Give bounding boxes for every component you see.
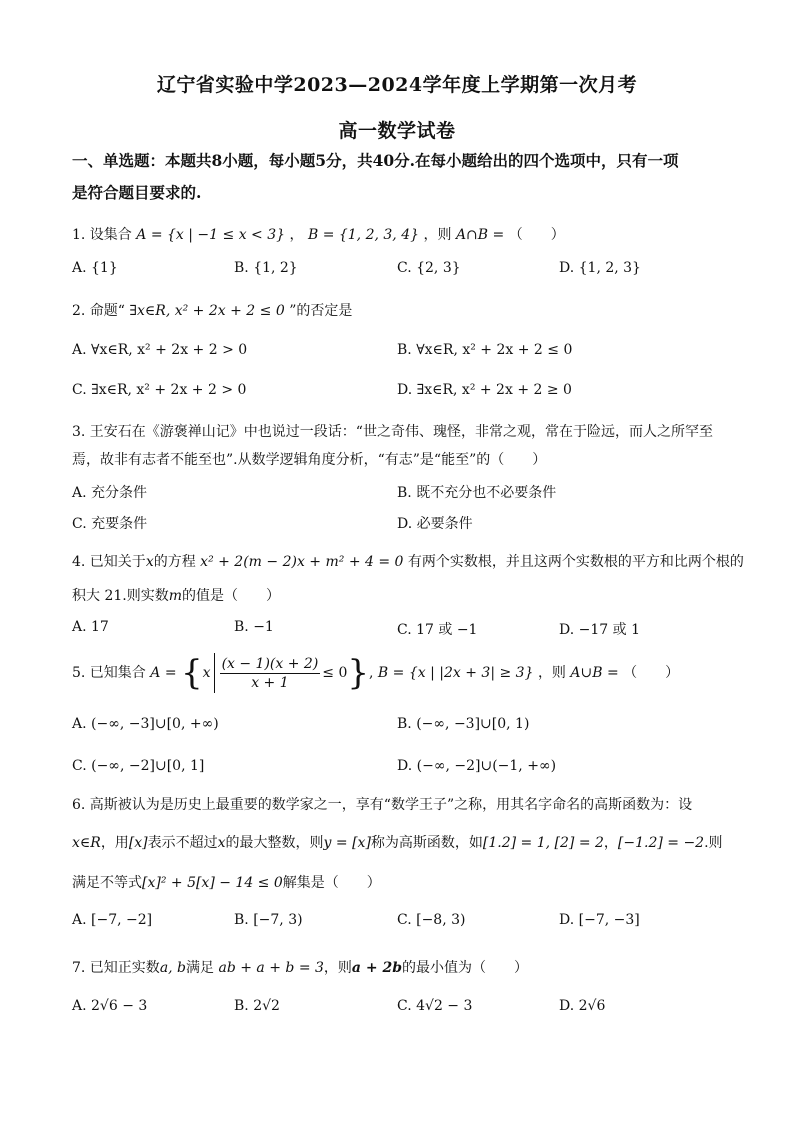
q6-example-2: [−1.2] = −2 [617, 835, 705, 851]
q7-option-a[interactable]: A. 2√6 − 3 [72, 998, 148, 1014]
q5-frac-den: x + 1 [251, 674, 289, 691]
q2-option-c[interactable]: C. ∃x∈R, x² + 2x + 2 > 0 [72, 382, 247, 398]
q2-stem-a: 2. 命题“ [72, 303, 125, 319]
q6-options [72, 912, 724, 934]
q5-set-a-lhs: A = [150, 665, 177, 681]
q1-stem-c: ，则 [423, 227, 452, 243]
q4-stem-b: 的方程 [153, 554, 196, 570]
q2-stem-b: ”的否定是 [289, 303, 353, 319]
q7-vars: a, b [159, 960, 187, 976]
question-3: 3. 王安石在《游褒禅山记》中也说过一段话：“世之奇伟、瑰怪，非常之观，常在于险远，而人之所罕至焉，故非有志者不能至也”.从数学逻辑角度分析，“有志”是“能至”的（ ） [72, 424, 713, 468]
q6-text-d: 表示不超过 [147, 835, 218, 851]
q5-option-b[interactable]: B. (−∞, −3]∪[0, 1) [397, 716, 530, 732]
q6-gauss-fn: y = [x] [323, 835, 371, 851]
q5-options-row1 [72, 716, 724, 738]
question-6-line3 [72, 870, 724, 896]
q3-options-row2 [72, 513, 724, 535]
q6-var-x: x [217, 835, 226, 851]
q2-option-a[interactable]: A. ∀x∈R, x² + 2x + 2 > 0 [72, 342, 248, 358]
q6-text-l: .则 [704, 835, 723, 851]
q7-expr: a + 2b [351, 960, 402, 976]
q5-expr: A∪B = [570, 665, 619, 681]
q6-option-d[interactable]: D. [−7, −3] [559, 912, 640, 928]
q5-stem-a: 5. 已知集合 [72, 665, 146, 681]
q4-var-x: x [145, 554, 154, 570]
q5-set-b: B = {x | |2x + 3| ≥ 3} [377, 665, 534, 681]
q6-option-a[interactable]: A. [−7, −2] [72, 912, 153, 928]
q4-stem-a: 4. 已知关于 [72, 554, 146, 570]
q1-option-b[interactable]: B. {1, 2} [234, 260, 298, 276]
q4-stem-d: 积大 21.则实数 [72, 588, 169, 604]
q4-var-m: m [168, 588, 182, 604]
q6-option-b[interactable]: B. [−7, 3) [234, 912, 303, 928]
q5-stem-c: （ ） [623, 665, 680, 681]
q6-floor-x: [x] [128, 835, 148, 851]
q6-option-c[interactable]: C. [−8, 3) [397, 912, 466, 928]
q6-x-in-r: x∈R [72, 835, 101, 851]
q7-stem-b: 满足 [186, 960, 215, 976]
q2-options-row2 [72, 382, 724, 404]
q4-options [72, 619, 724, 641]
section-heading [72, 148, 724, 206]
question-4-line1 [72, 549, 744, 575]
q1-option-a[interactable]: A. {1} [72, 260, 118, 276]
q3-option-b[interactable]: B. 既不充分也不必要条件 [397, 485, 557, 501]
q2-option-d[interactable]: D. ∃x∈R, x² + 2x + 2 ≥ 0 [397, 382, 572, 398]
question-5: 5. 已知集合 A = {x $\frac{(x - 1)(x + 2)}{x + 1}$ ≤ 0}, B = {x | |2x + 3| ≥ 3} ，则 A∪B = （ ） [72, 653, 680, 693]
q1-option-d[interactable]: D. {1, 2, 3} [559, 260, 641, 276]
q5-left-brace: { [181, 653, 203, 693]
q5-set-a-var: x [202, 665, 211, 681]
q5-options-row2 [72, 758, 724, 780]
q5-set-bar [214, 653, 215, 693]
q7-options [72, 998, 724, 1020]
q1-options [72, 260, 724, 282]
q1-stem-a: 1. 设集合 [72, 227, 132, 243]
q6-example-1: [1.2] = 1, [2] = 2 [482, 835, 604, 851]
q4-equation: x² + 2(m − 2)x + m² + 4 = 0 [200, 554, 404, 570]
question-1 [72, 222, 724, 248]
question-6-line2 [72, 830, 724, 856]
q1-stem-d: （ ） [508, 227, 565, 243]
q1-set-a: A = {x | −1 ≤ x < 3} [136, 227, 286, 243]
q5-set-a-rel: ≤ 0 [322, 665, 348, 681]
question-6-line1: 6. 高斯被认为是历史上最重要的数学家之一，享有“数学王子”之称，用其名字命名的高斯函数为：设 [72, 797, 693, 813]
q3-option-d[interactable]: D. 必要条件 [397, 516, 473, 532]
question-7 [72, 955, 724, 981]
q6-text-l3a: 满足不等式 [72, 875, 142, 891]
q7-stem-c: ，则 [323, 960, 352, 976]
q5-stem-b: ，则 [537, 665, 566, 681]
q7-option-c[interactable]: C. 4√2 − 3 [397, 998, 473, 1014]
section-heading-line2: 是符合题目要求的. [72, 183, 202, 202]
q3-option-c[interactable]: C. 充要条件 [72, 516, 148, 532]
q7-condition: ab + a + b = 3 [218, 960, 324, 976]
q4-option-b[interactable]: B. −1 [234, 619, 274, 635]
q1-expr: A∩B = [455, 227, 505, 243]
q2-options-row1 [72, 342, 724, 364]
q4-stem-e: 的值是（ ） [182, 588, 280, 604]
q5-frac-num: (x − 1)(x + 2) [221, 655, 319, 672]
q5-option-a[interactable]: A. (−∞, −3]∪[0, +∞) [72, 716, 219, 732]
q7-option-b[interactable]: B. 2√2 [234, 998, 280, 1014]
exam-title: 辽宁省实验中学2023—2024学年度上学期第一次月考 [156, 74, 638, 96]
q5-option-d[interactable]: D. (−∞, −2]∪(−1, +∞) [397, 758, 557, 774]
q4-stem-c: 有两个实数根，并且这两个实数根的平方和比两个根的 [407, 554, 744, 570]
q1-set-b: B = {1, 2, 3, 4} [307, 227, 420, 243]
q5-fraction [220, 655, 321, 692]
q7-stem-a: 7. 已知正实数 [72, 960, 160, 976]
q1-stem-b: ， [289, 227, 304, 243]
q5-right-brace: } [347, 653, 370, 693]
q6-text-h: 称为高斯函数，如 [370, 835, 483, 851]
q3-options-row1 [72, 482, 724, 504]
question-4-line2 [72, 583, 724, 609]
q2-option-b[interactable]: B. ∀x∈R, x² + 2x + 2 ≤ 0 [397, 342, 573, 358]
q4-option-a[interactable]: A. 17 [72, 619, 109, 635]
q3-option-a[interactable]: A. 充分条件 [72, 485, 148, 501]
exam-subtitle: 高一数学试卷 [338, 120, 456, 142]
question-2 [72, 298, 724, 324]
q6-text-f: 的最大整数，则 [225, 835, 324, 851]
q6-text-l3c: 解集是（ ） [282, 875, 381, 891]
q2-prop: ∃x∈R, x² + 2x + 2 ≤ 0 [129, 303, 285, 319]
q4-option-c[interactable]: C. 17 或 −1 [397, 622, 478, 638]
q6-inequality: [x]² + 5[x] − 14 ≤ 0 [142, 875, 283, 891]
q4-option-d[interactable]: D. −17 或 1 [559, 622, 640, 638]
q5-option-c[interactable]: C. (−∞, −2]∪[0, 1] [72, 758, 205, 774]
q7-stem-d: 的最小值为（ ） [402, 960, 528, 976]
q7-option-d[interactable]: D. 2√6 [559, 998, 606, 1014]
q6-text-b: ，用 [100, 835, 129, 851]
q1-option-c[interactable]: C. {2, 3} [397, 260, 461, 276]
section-heading-line1: 一、单选题：本题共8小题，每小题5分，共40分.在每小题给出的四个选项中，只有一项 [72, 151, 679, 170]
q6-text-j: ， [603, 835, 618, 851]
